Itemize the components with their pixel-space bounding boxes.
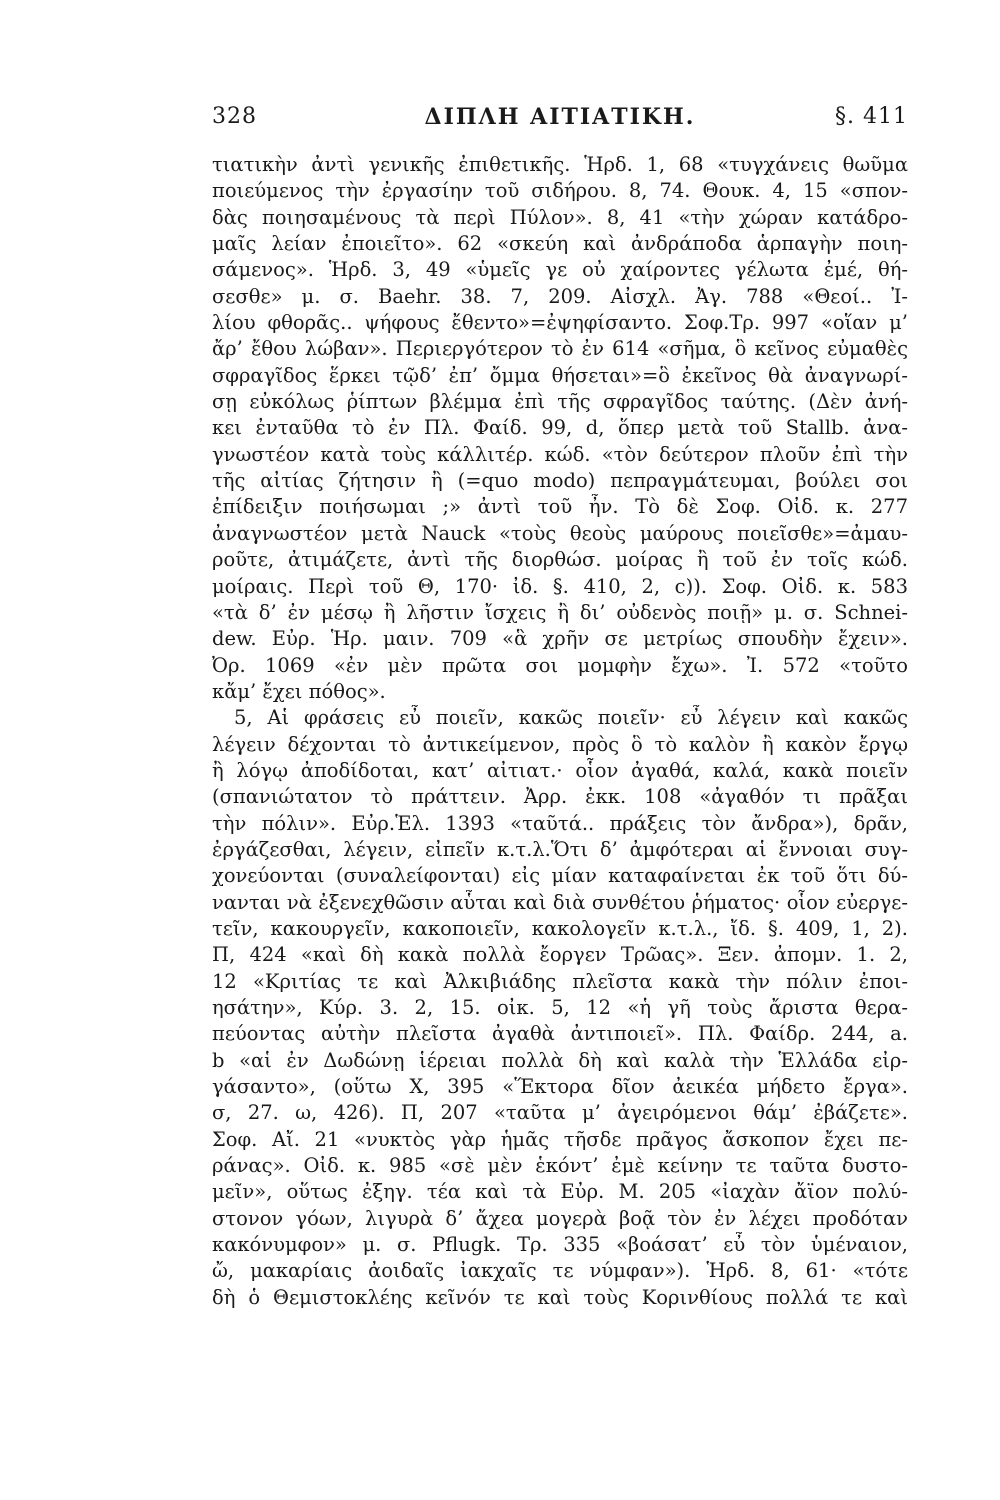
text-line: μεῖν», οὕτως ἐξηγ. τέα καὶ τὰ Εὐρ. Μ. 205 «ἰαχὰν ἄϊον πολύ- xyxy=(212,1180,908,1204)
text-line: b «αἱ ἐν Δωδώνῃ ἱέρειαι πολλὰ δὴ καὶ καλὰ τὴν Ἑλλάδα εἰρ- xyxy=(212,1048,908,1072)
text-line: μοίραις. Περὶ τοῦ Θ, 170· ἰδ. §. 410, 2, c)). Σοφ. Οἰδ. κ. 583 xyxy=(212,574,908,598)
text-line: δὰς ποιησαμένους τὰ περὶ Πύλον». 8, 41 «τὴν χώραν κατάδρο- xyxy=(212,205,908,229)
text-line: σάμενος». Ἡρδ. 3, 49 «ὑμεῖς γε οὐ χαίροντες γέλωτα ἐμέ, θή- xyxy=(212,258,908,282)
text-line: κακόνυμφον» μ. σ. Pflugk. Τρ. 335 «βοάσατ’ εὖ τὸν ὑμέναιον, xyxy=(212,1233,908,1257)
section-number: §. 411 xyxy=(835,104,908,129)
text-line: ἄρ’ ἔθου λώβαν». Περιεργότερον τὸ ἐν 614 «σῆμα, ὃ κεῖνος εὐμαθὲς xyxy=(212,337,908,361)
page-number: 328 xyxy=(212,104,257,129)
text-line: κει ἐνταῦθα τὸ ἐν Πλ. Φαίδ. 99, d, ὅπερ μετὰ τοῦ Stallb. ἀνα- xyxy=(212,416,908,440)
text-line: 12 «Κριτίας τε καὶ Ἀλκιβιάδης πλεῖστα κακὰ τὴν πόλιν ἐποι- xyxy=(212,969,908,993)
text-line: στονον γόων, λιγυρὰ δ’ ἄχεα μογερὰ βοᾷ τὸν ἐν λέχει προδόταν xyxy=(212,1206,908,1230)
text-line: σ, 27. ω, 426). Π, 207 «ταῦτα μ’ ἀγειρόμενοι θάμ’ ἐβάζετε». xyxy=(212,1101,908,1125)
text-line: ἐπίδειξιν ποιήσωμαι ;» ἀντὶ τοῦ ἦν. Τὸ δὲ Σοφ. Οἰδ. κ. 277 xyxy=(212,495,908,519)
text-line: σῃ εὐκόλως ῥίπτων βλέμμα ἐπὶ τῆς σφραγῖδος ταύτης. (Δὲν ἀνή- xyxy=(212,390,908,414)
text-line: λίου φθορᾶς.. ψήφους ἔθεντο»=ἐψηφίσαντο. Σοφ.Τρ. 997 «οἵαν μ’ xyxy=(212,311,908,335)
text-line: ἢ λόγῳ ἀποδίδοται, κατ’ αἰτιατ.· οἷον ἀγαθά, καλά, κακὰ ποιεῖν xyxy=(212,758,908,782)
text-line: ράνας». Οἰδ. κ. 985 «σὲ μὲν ἑκόντ’ ἐμὲ κείνην τε ταῦτα δυστο- xyxy=(212,1154,908,1178)
text-line: σεσθε» μ. σ. Baehr. 38. 7, 209. Αἰσχλ. Ἀγ. 788 «Θεοί.. Ἰ- xyxy=(212,284,908,308)
text-line: ροῦτε, ἀτιμάζετε, ἀντὶ τῆς διορθώσ. μοίρας ἢ τοῦ ἐν τοῖς κώδ. xyxy=(212,548,908,572)
text-line: δὴ ὁ Θεμιστοκλέης κεῖνόν τε καὶ τοὺς Κορινθίους πολλά τε καὶ xyxy=(212,1285,908,1309)
text-line-last: κἄμ’ ἔχει πόθος». xyxy=(212,679,386,703)
text-line: ὤ, μακαρίαις ἀοιδαῖς ἰακχαῖς τε νύμφαν»). Ἡρδ. 8, 61· «τότε xyxy=(212,1259,908,1283)
text-line: τὴν πόλιν». Εὐρ.Ἑλ. 1393 «ταῦτά.. πράξεις τὸν ἄνδρα»), δρᾶν, xyxy=(212,811,908,835)
text-line: ἀναγνωστέον μετὰ Nauck «τοὺς θεοὺς μαύρους ποιεῖσθε»=ἀμαυ- xyxy=(212,521,908,545)
page-header xyxy=(212,104,908,140)
text-line: γάσαντο», (οὕτω Χ, 395 «Ἕκτορα δῖον ἀεικέα μήδετο ἔργα». xyxy=(212,1075,908,1099)
text-line: μαῖς λείαν ἐποιεῖτο». 62 «σκεύη καὶ ἀνδράποδα ἁρπαγὴν ποιη- xyxy=(212,232,908,256)
text-line: τεῖν, κακουργεῖν, κακοποιεῖν, κακολογεῖν κ.τ.λ., ἴδ. §. 409, 1, 2). xyxy=(212,916,908,940)
text-line: Ὀρ. 1069 «ἐν μὲν πρῶτα σοι μομφὴν ἔχω». Ἰ. 572 «τοῦτο xyxy=(212,653,908,677)
text-line: ἐργάζεσθαι, λέγειν, εἰπεῖν κ.τ.λ.Ὅτι δ’ ἀμφότεραι αἱ ἔννοιαι συγ- xyxy=(212,837,908,861)
text-line: νανται νὰ ἐξενεχθῶσιν αὗται καὶ διὰ συνθέτου ῥήματος· οἷον εὐεργε- xyxy=(212,890,908,914)
text-line: ησάτην», Κύρ. 3. 2, 15. οἰκ. 5, 12 «ἡ γῆ τοὺς ἄριστα θερα- xyxy=(212,996,908,1019)
text-line: (σπανιώτατον τὸ πράττειν. Ἀρρ. ἐκκ. 108 «ἀγαθόν τι πρᾶξαι xyxy=(212,785,908,809)
text-line: τιατικὴν ἀντὶ γενικῆς ἐπιθετικῆς. Ἡρδ. 1, 68 «τυγχάνεις θωῦμα xyxy=(212,153,908,176)
text-line: τῆς αἰτίας ζήτησιν ἢ (=quo modo) πεπραγμάτευμαι, βούλει σοι xyxy=(212,469,908,493)
text-line: πεύοντας αὐτὴν πλεῖστα ἀγαθὰ ἀντιποιεῖ». Πλ. Φαίδρ. 244, a. xyxy=(212,1022,908,1046)
text-line: Σοφ. Αἴ. 21 «νυκτὸς γὰρ ἡμᾶς τῆσδε πρᾶγος ἄσκοπον ἔχει πε- xyxy=(212,1127,908,1151)
text-line: ποιεύμενος τὴν ἐργασίην τοῦ σιδήρου. 8, 74. Θουκ. 4, 15 «σπον- xyxy=(212,179,908,203)
text-line: σφραγῖδος ἕρκει τῷδ’ ἐπ’ ὄμμα θήσεται»=ὃ ἐκεῖνος θὰ ἀναγνωρί- xyxy=(212,363,908,387)
text-line: «τὰ δ’ ἐν μέσῳ ἢ λῆστιν ἴσχεις ἢ δι’ οὐδενὸς ποιῇ» μ. σ. Schnei- xyxy=(212,600,908,624)
body-text xyxy=(212,152,908,1311)
paragraph-start-line: 5, Αἱ φράσεις εὖ ποιεῖν, κακῶς ποιεῖν· εὖ λέγειν καὶ κακῶς xyxy=(234,706,908,730)
text-line: χονεύονται (συναλείφονται) εἰς μίαν καταφαίνεται ἐκ τοῦ ὅτι δύ- xyxy=(212,864,908,888)
text-line: γνωστέον κατὰ τοὺς κάλλιτέρ. κώδ. «τὸν δεύτερον πλοῦν ἐπὶ τὴν xyxy=(212,442,908,466)
text-line: λέγειν δέχονται τὸ ἀντικείμενον, πρὸς ὃ τὸ καλὸν ἢ κακὸν ἔργῳ xyxy=(212,732,908,756)
text-line: dew. Εὐρ. Ἡρ. μαιν. 709 «ἃ χρῆν σε μετρίως σπουδὴν ἔχειν». xyxy=(212,627,908,651)
running-title: ΔΙΠΛΗ ΑΙΤΙΑΤΙΚΗ. xyxy=(424,104,696,130)
text-line: Π, 424 «καὶ δὴ κακὰ πολλὰ ἔοργεν Τρῶας». Ξεν. ἀπομν. 1. 2, xyxy=(212,943,908,967)
